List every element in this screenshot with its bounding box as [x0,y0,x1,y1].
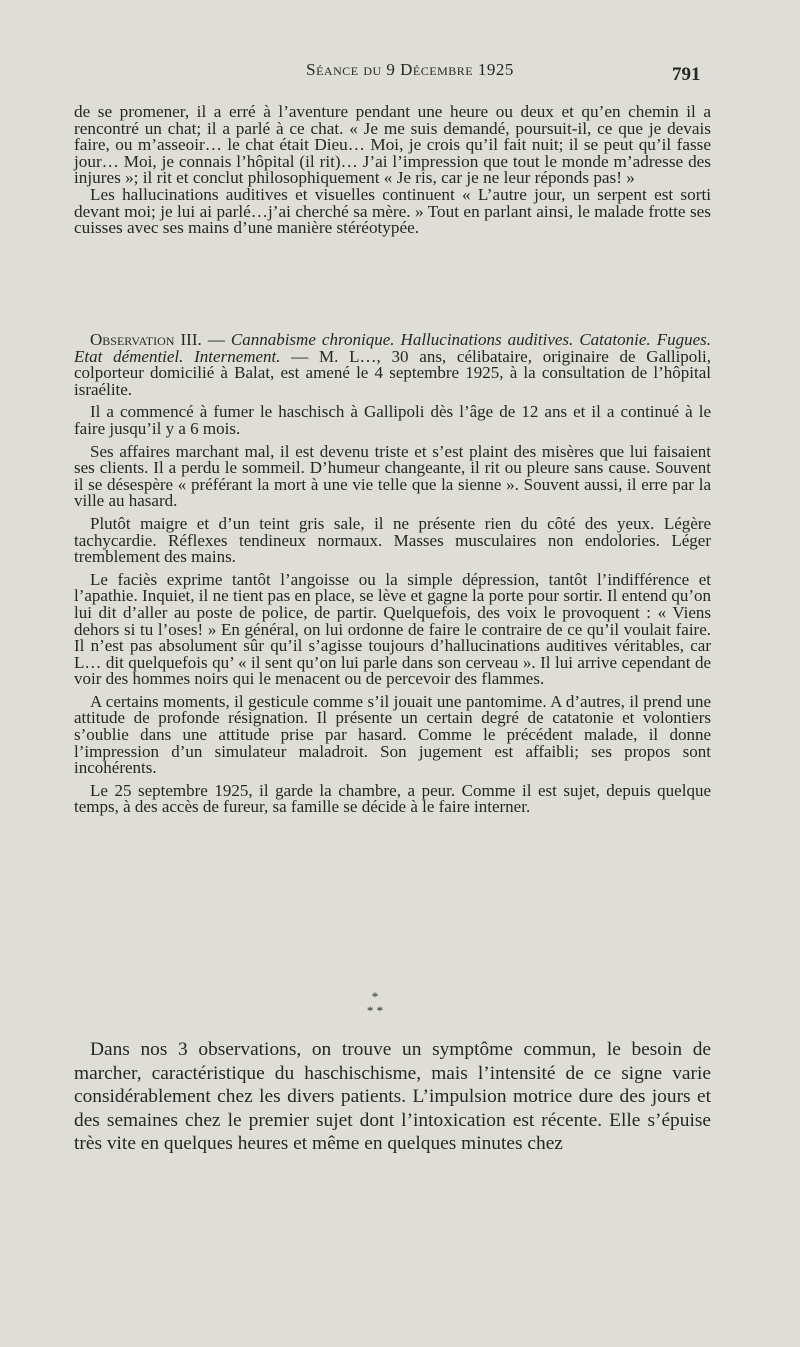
asterism-top: * [371,989,379,1004]
paragraph: Plutôt maigre et d’un teint gris sale, il ne présente rien du côté des yeux. Légère tachycardie. Réflexes tendineux normaux. Masses musculaires non endolories. Léger tremblement des mains. [74,513,711,567]
previous-observation-continuation [74,104,711,237]
running-header: Séance du 9 Décembre 1925 [306,60,514,79]
observation-section [74,332,711,816]
asterism-bottom: * * [366,1003,384,1018]
page-number: 791 [672,64,701,85]
asterism-separator [300,990,450,1018]
discussion-section [74,1038,711,1156]
paragraph: Dans nos 3 observations, on trouve un symptôme commun, le besoin de marcher, caractéristique du haschischisme, mais l’intensité de ce signe varie considérablement chez les divers patients. L’impulsion motrice dure des jours et des semaines chez le premier sujet dont l’intoxication est récente. Elle s’épuise très vite en quelques heures et même en quelques minutes chez [74,1039,711,1154]
paragraph: de se promener, il a erré à l’aventure pendant une heure ou deux et qu’en chemin il a rencontré un chat; il a parlé à ce chat. « Je me suis demandé, poursuit-il, ce que je devais faire, ou m’asseoir… le chat était Dieu… Moi, je crois qu’il fait nuit; il se peut qu’il fasse jour… Moi, je connais l’hôpital (il rit)… J’ai l’impression que tout le monde m’adresse des injures »; il rit et conclut philosophiquement « Je ris, car je ne leur réponds pas! » [74,102,711,188]
observation-title: Cannabisme chronique. Hallucinations auditives. Catatonie. Fugues. Etat démentiel. Internement. [74,330,712,366]
paragraph: Il a commencé à fumer le haschisch à Gallipoli dès l’âge de 12 ans et il a continué à le faire jusqu’il y a 6 mois. [74,402,711,438]
paragraph: Le 25 septembre 1925, il garde la chambre, a peur. Comme il est sujet, depuis quelque temps, à des accès de fureur, sa famille se décide à le faire interner. [74,780,711,817]
paragraph: Le faciès exprime tantôt l’angoisse ou la simple dépression, tantôt l’indifférence et l’apathie. Inquiet, il ne tient pas en place, se lève et gagne la porte pour sortir. Il entend qu’on lui dit d’aller au poste de police, de partir. Quelquefois, des voix le provoquent : « Viens dehors si tu l’oses! » En général, on lui ordonne de faire le contraire de ce qu’il voulait faire. Il n’est pas absolument sûr qu’il s’agisse toujours d’hallucinations auditives véritables, car L… dit quelquefois qu’ « il sent qu’on lui parle dans son cerveau ». Il lui arrive cependant de voir des hommes noirs qui le menacent ou de percevoir des flammes. [74,569,711,689]
paragraph: Les hallucinations auditives et visuelles continuent « L’autre jour, un serpent est sorti devant moi; je lui ai parlé…j’ai cherché sa mère. » Tout en parlant ainsi, le malade frotte ses cuisses avec ses mains d’une manière stéréotypée. [74,184,711,238]
dash-separator: — [207,330,231,349]
observation-intro: — M. L…, 30 ans, célibataire, originaire de Gallipoli, colporteur domicilié à Balat, est amené le 4 septembre 1925, à la consultation de l’hôpital israélite. [74,346,711,399]
observation-label: Observation III. [90,330,202,349]
observation-heading [74,332,711,398]
paragraph: A certains moments, il gesticule comme s’il jouait une pantomime. A d’autres, il prend une attitude de profonde résignation. Il présente un certain degré de catatonie et volontiers s’oublie dans une attitude prise par hasard. Comme le précédent malade, il donne l’impression d’un simulateur maladroit. Son jugement est affaibli; ses propos sont incohérents. [74,691,711,778]
paragraph: Ses affaires marchant mal, il est devenu triste et s’est plaint des misères que lui faisaient ses clients. Il a perdu le sommeil. D’humeur changeante, il rit ou pleure sans cause. Souvent il se désespère « préférant la mort à une vie telle que la sienne ». Souvent aussi, il erre par la ville au hasard. [74,441,711,511]
